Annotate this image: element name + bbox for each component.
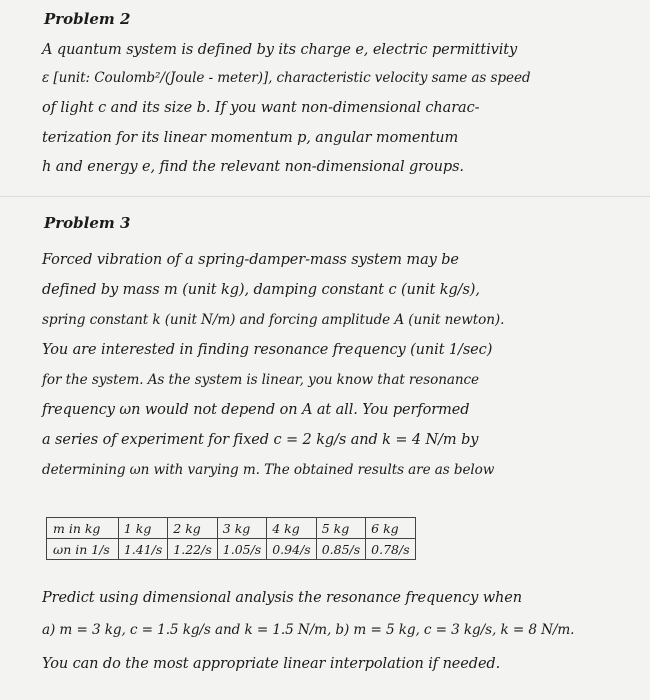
table-cell: 1.41/s bbox=[118, 539, 167, 560]
section-divider bbox=[0, 196, 650, 197]
table-cell: 2 kg bbox=[168, 518, 217, 539]
problem-3-line-3: spring constant k (unit N/m) and forcing amplitude A (unit newton). bbox=[42, 312, 505, 328]
table-cell: 3 kg bbox=[217, 518, 266, 539]
problem-3-after-line-2: a) m = 3 kg, c = 1.5 kg/s and k = 1.5 N/m, b) m = 5 kg, c = 3 kg/s, k = 8 N/m. bbox=[42, 622, 575, 638]
table-cell: 0.85/s bbox=[316, 539, 365, 560]
table-header-mass: m in kg bbox=[47, 518, 119, 539]
table-row-frequency bbox=[47, 539, 416, 560]
problem-2-title: Problem 2 bbox=[44, 10, 131, 28]
problem-3-after-line-3: You can do the most appropriate linear interpolation if needed. bbox=[42, 656, 501, 672]
problem-3-line-4: You are interested in finding resonance frequency (unit 1/sec) bbox=[42, 342, 493, 358]
resonance-data-table bbox=[46, 517, 416, 560]
table-cell: 1.22/s bbox=[168, 539, 217, 560]
table-header-frequency: ωn in 1/s bbox=[47, 539, 119, 560]
problem-2-line-4: terization for its linear momentum p, angular momentum bbox=[42, 130, 459, 146]
problem-3-title: Problem 3 bbox=[44, 214, 131, 232]
table-row-mass bbox=[47, 518, 416, 539]
problem-3-line-2: defined by mass m (unit kg), damping constant c (unit kg/s), bbox=[42, 282, 480, 298]
table-cell: 1.05/s bbox=[217, 539, 266, 560]
problem-2-line-2: ε [unit: Coulomb²/(Joule - meter)], characteristic velocity same as speed bbox=[42, 70, 531, 86]
table-cell: 6 kg bbox=[366, 518, 415, 539]
problem-3-line-5: for the system. As the system is linear, you know that resonance bbox=[42, 372, 479, 388]
table-cell: 1 kg bbox=[118, 518, 167, 539]
table-cell: 4 kg bbox=[267, 518, 316, 539]
table-cell: 5 kg bbox=[316, 518, 365, 539]
problem-2-line-3: of light c and its size b. If you want non-dimensional charac- bbox=[42, 100, 480, 116]
problem-3-after-line-1: Predict using dimensional analysis the resonance frequency when bbox=[42, 590, 522, 606]
table-cell: 0.78/s bbox=[366, 539, 415, 560]
problem-3-line-8: determining ωn with varying m. The obtained results are as below bbox=[42, 462, 495, 478]
problem-3-line-6: frequency ωn would not depend on A at all. You performed bbox=[42, 402, 470, 418]
problem-2-line-5: h and energy e, find the relevant non-dimensional groups. bbox=[42, 159, 464, 175]
problem-2-line-1: A quantum system is defined by its charge e, electric permittivity bbox=[42, 42, 518, 58]
problem-3-line-1: Forced vibration of a spring-damper-mass system may be bbox=[42, 252, 459, 268]
problem-3-line-7: a series of experiment for fixed c = 2 kg/s and k = 4 N/m by bbox=[42, 432, 479, 448]
table-cell: 0.94/s bbox=[267, 539, 316, 560]
